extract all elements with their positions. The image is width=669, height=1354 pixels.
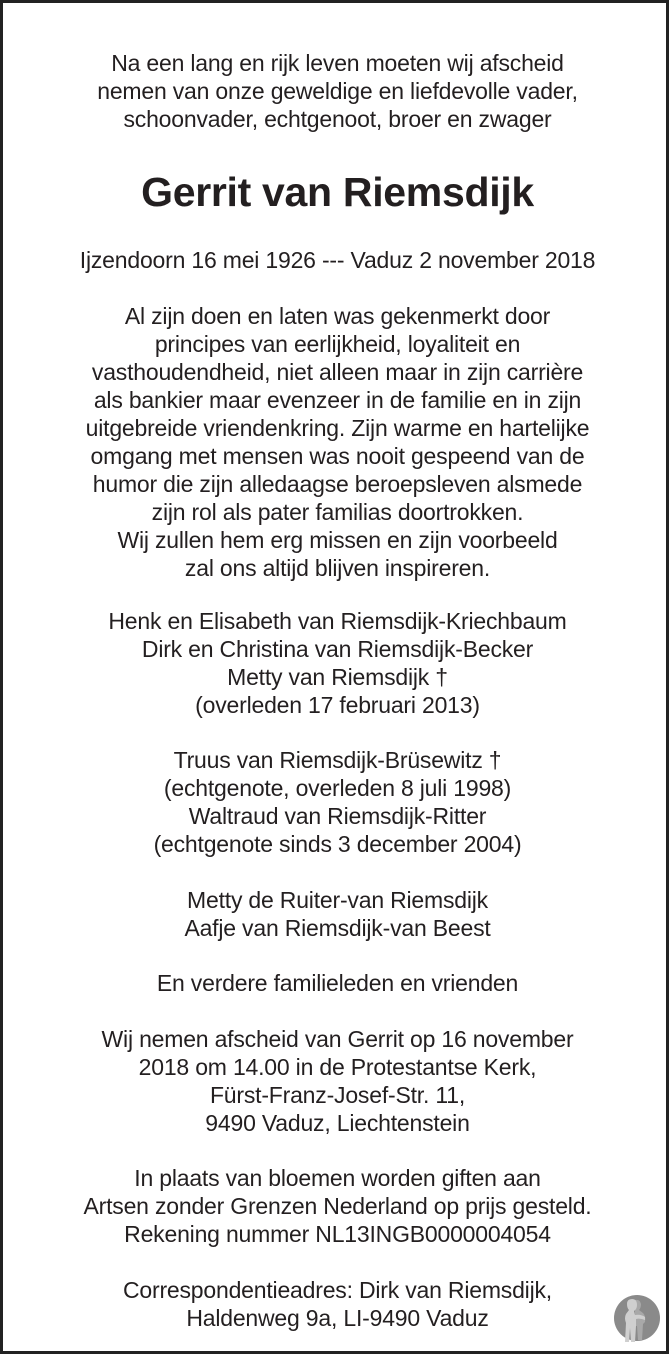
spouse-note: (echtgenote sinds 3 december 2004)	[153, 831, 522, 857]
tribute-line: uitgebreide vriendenkring. Zijn warme en hartelijke	[85, 415, 590, 441]
ceremony-line: Wij nemen afscheid van Gerrit op 16 november	[101, 1026, 574, 1052]
bank-account: Rekening nummer NL13INGB0000004054	[124, 1221, 551, 1247]
spouse: Waltraud van Riemsdijk-Ritter	[188, 803, 487, 829]
donation-line: In plaats van bloemen worden giften aan	[134, 1165, 541, 1191]
intro-line: nemen van onze geweldige en liefdevolle vader,	[97, 78, 578, 104]
intro-line: Na een lang en rijk leven moeten wij afscheid	[111, 50, 564, 76]
spouse: Truus van Riemsdijk-Brüsewitz †	[173, 747, 502, 773]
sibling: Metty de Ruiter-van Riemsdijk	[187, 887, 488, 913]
ceremony-line: 2018 om 14.00 in de Protestantse Kerk,	[138, 1054, 537, 1080]
deceased-name: Gerrit van Riemsdijk	[141, 169, 534, 215]
tribute-line: zijn rol als pater familias doortrokken.	[151, 499, 524, 525]
tribute-line: Al zijn doen en laten was gekenmerkt door	[124, 303, 551, 329]
spouse-note: (echtgenote, overleden 8 juli 1998)	[163, 775, 512, 801]
tribute-line: principes van eerlijkheid, loyaliteit en	[154, 331, 521, 357]
tribute-line: als bankier maar evenzeer in de familie en in zijn	[93, 387, 582, 413]
family-member: Henk en Elisabeth van Riemsdijk-Kriechbaum	[108, 608, 567, 634]
intro-line: schoonvader, echtgenoot, broer en zwager	[123, 106, 552, 132]
ceremony-line: 9490 Vaduz, Liechtenstein	[205, 1110, 470, 1136]
correspondence-line: Haldenweg 9a, LI-9490 Vaduz	[186, 1305, 489, 1331]
tribute-line: humor die zijn alledaagse beroepsleven alsmede	[92, 471, 583, 497]
tribute-line: vasthoudendheid, niet alleen maar in zijn carrière	[91, 359, 584, 385]
sibling: Aafje van Riemsdijk-van Beest	[184, 915, 491, 941]
correspondence-line: Correspondentieadres: Dirk van Riemsdijk,	[123, 1277, 552, 1303]
ceremony-line: Fürst-Franz-Josef-Str. 11,	[209, 1082, 466, 1108]
tribute-line: zal ons altijd blijven inspireren.	[184, 555, 491, 581]
embracing-figures-icon	[613, 1294, 661, 1342]
other-relatives: En verdere familieleden en vrienden	[156, 970, 519, 996]
tribute-line: omgang met mensen was nooit gespeend van de	[90, 443, 585, 469]
family-member: Dirk en Christina van Riemsdijk-Becker	[141, 636, 534, 662]
tribute-line: Wij zullen hem erg missen en zijn voorbeeld	[117, 527, 558, 553]
family-member: Metty van Riemsdijk †	[227, 664, 448, 690]
life-dates: Ijzendoorn 16 mei 1926 --- Vaduz 2 november 2018	[79, 247, 596, 273]
donation-line: Artsen zonder Grenzen Nederland op prijs gesteld.	[83, 1193, 592, 1219]
family-member-note: (overleden 17 februari 2013)	[195, 692, 480, 718]
